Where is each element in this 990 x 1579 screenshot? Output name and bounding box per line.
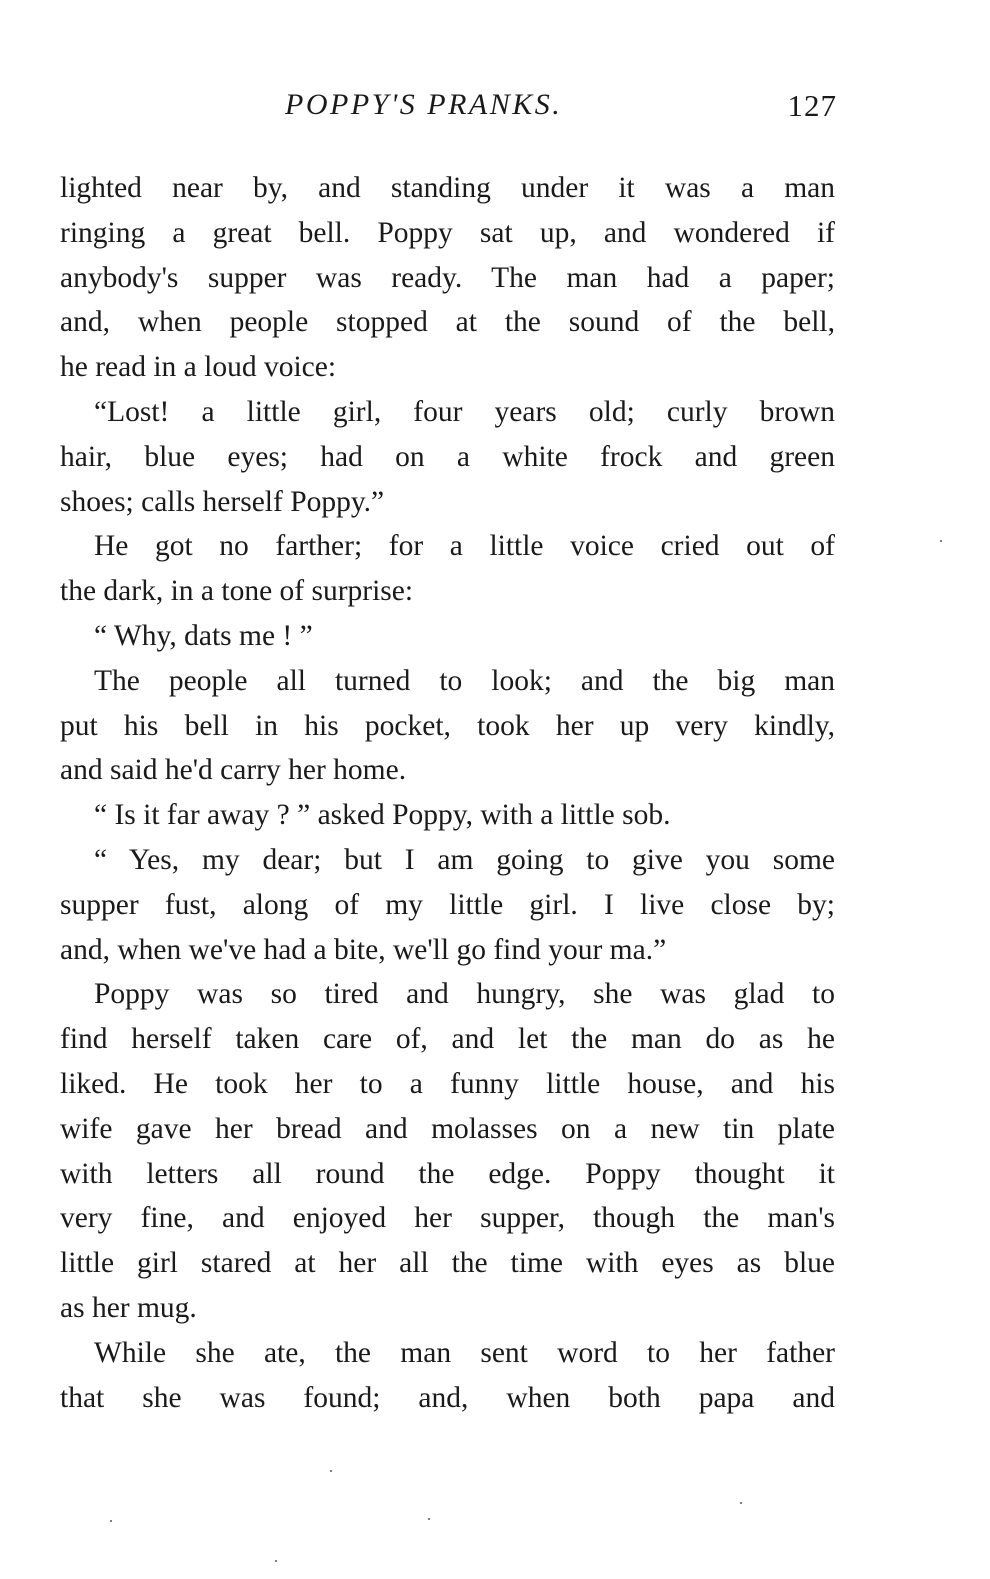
text-line: He got no farther; for a little voice cried out of [94, 530, 835, 563]
text-line: that she was found; and, when both papa and [60, 1381, 835, 1414]
print-speck [330, 1470, 332, 1472]
text-line: While she ate, the man sent word to her father [94, 1336, 835, 1369]
text-line: shoes; calls herself Poppy.” [60, 485, 385, 518]
print-speck [428, 1518, 430, 1520]
text-line: “ Is it far away ? ” asked Poppy, with a little sob. [94, 799, 671, 832]
text-line: with letters all round the edge. Poppy thought it [60, 1157, 835, 1190]
body-text [60, 166, 835, 1420]
text-line: and, when we've had a bite, we'll go find your ma.” [60, 933, 667, 966]
text-line: find herself taken care of, and let the man do as he [60, 1023, 835, 1056]
text-line: supper fust, along of my little girl. I live close by; [60, 888, 835, 921]
text-line: as her mug. [60, 1291, 197, 1324]
text-line: The people all turned to look; and the big man [94, 664, 835, 697]
text-line: very fine, and enjoyed her supper, though the man's [60, 1202, 835, 1235]
page-header [60, 88, 835, 128]
text-line: “ Why, dats me ! ” [94, 619, 313, 652]
running-title: POPPY'S PRANKS. [285, 88, 563, 121]
text-line: hair, blue eyes; had on a white frock and green [60, 440, 835, 473]
text-line: liked. He took her to a funny little house, and his [60, 1067, 835, 1100]
page-number: 127 [787, 88, 837, 123]
text-line: and said he'd carry her home. [60, 754, 407, 787]
text-line: “ Yes, my dear; but I am going to give you some [94, 843, 835, 876]
text-line: wife gave her bread and molasses on a new tin plate [60, 1112, 835, 1145]
text-line: lighted near by, and standing under it was a man [60, 172, 835, 204]
text-line: Poppy was so tired and hungry, she was glad to [94, 978, 835, 1011]
print-speck [940, 540, 942, 542]
print-speck [110, 1520, 112, 1522]
text-line: the dark, in a tone of surprise: [60, 575, 414, 608]
text-line: put his bell in his pocket, took her up very kindly, [60, 709, 835, 742]
text-line: “Lost! a little girl, four years old; curly brown [94, 395, 835, 428]
print-speck [740, 1502, 742, 1504]
text-line: anybody's supper was ready. The man had a paper; [60, 261, 835, 294]
text-line: he read in a loud voice: [60, 351, 337, 384]
text-line: and, when people stopped at the sound of the bell, [60, 306, 835, 339]
text-line: ringing a great bell. Poppy sat up, and wondered if [60, 216, 835, 249]
text-line: little girl stared at her all the time with eyes as blue [60, 1247, 835, 1280]
print-speck [275, 1560, 277, 1562]
